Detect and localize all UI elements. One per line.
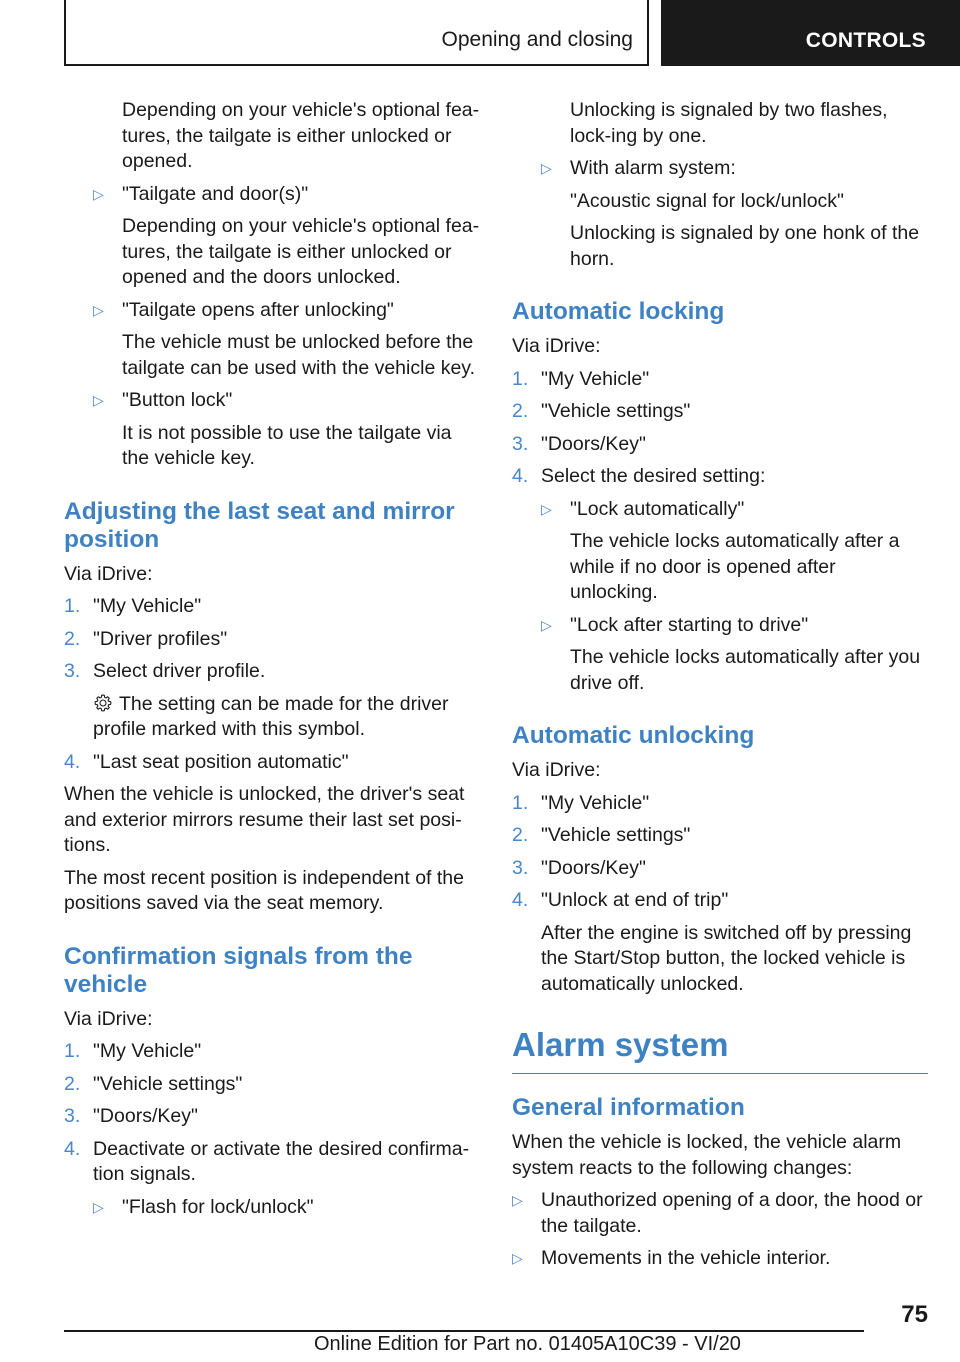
list-item: [64, 1195, 484, 1221]
paragraph: After the engine is switched off by pressing the Start/Stop button, the locked vehicle is automatically unlocked.: [541, 921, 912, 995]
step-text: "Doors/Key": [93, 1105, 198, 1127]
list-item: [64, 298, 484, 324]
list-item-label: "Lock automatically": [570, 497, 745, 520]
list-item: [512, 497, 928, 523]
paragraph: Depending on your vehicle's optional fea-tures, the tailgate is either unlocked or opened.: [122, 99, 480, 172]
paragraph: It is not possible to use the tailgate via the vehicle key.: [122, 421, 452, 469]
list-item-label: "Flash for lock/unlock": [122, 1195, 314, 1218]
section-heading: Adjusting the last seat and mirror position: [64, 497, 455, 553]
numbered-step: [512, 432, 928, 458]
numbered-step: [64, 627, 484, 653]
paragraph: Depending on your vehicle's optional fea-tures, the tailgate is either unlocked or opened and the doors unlocked.: [122, 215, 480, 288]
step-number: 1.: [512, 791, 529, 814]
step-number: 3.: [64, 660, 81, 682]
step-number: 4.: [64, 750, 81, 773]
numbered-step: [64, 1072, 484, 1098]
step-text: Select driver profile.: [93, 660, 266, 682]
list-item-label: Movements in the vehicle interior.: [541, 1247, 831, 1269]
list-item-label: Unauthorized opening of a door, the hood or the tailgate.: [541, 1189, 923, 1237]
numbered-step: [64, 594, 484, 620]
step-number: 2.: [512, 824, 529, 846]
step-number: 2.: [64, 627, 81, 650]
gear-icon: [93, 693, 113, 713]
step-number: 3.: [512, 432, 529, 455]
list-item: [512, 156, 928, 182]
paragraph: Unlocking is signaled by one honk of the horn.: [570, 222, 920, 270]
numbered-step: [64, 1104, 484, 1130]
step-text: Select the desired setting:: [541, 465, 766, 487]
list-item-label: "Tailgate and door(s)": [122, 182, 309, 205]
list-item-label: "Tailgate opens after unlocking": [122, 298, 394, 321]
paragraph: Via iDrive:: [64, 562, 153, 585]
step-text: "My Vehicle": [541, 791, 650, 814]
page-header: [0, 0, 960, 66]
triangle-right-icon: ▷: [541, 500, 552, 517]
step-text: "Vehicle settings": [93, 1072, 243, 1095]
numbered-step: [512, 367, 928, 393]
numbered-step: [512, 464, 928, 490]
page-number: 75: [901, 1301, 928, 1328]
step-number: 4.: [512, 889, 529, 911]
paragraph: The vehicle locks automatically after a while if no door is opened after unlocking.: [570, 530, 900, 603]
step-text: "Driver profiles": [93, 627, 228, 650]
list-item: [64, 182, 484, 208]
step-text: "My Vehicle": [93, 1040, 202, 1062]
left-column: [64, 98, 484, 1227]
section-title: Opening and closing: [441, 28, 633, 51]
paragraph: The most recent position is independent of the positions saved via the seat memory.: [64, 866, 464, 914]
list-item: [512, 1188, 928, 1239]
step-text: "Doors/Key": [541, 856, 646, 879]
section-heading: Confirmation signals from the vehicle: [64, 942, 413, 998]
paragraph: Via iDrive:: [512, 759, 601, 781]
chapter-title: CONTROLS: [805, 29, 926, 52]
list-item: [64, 388, 484, 414]
paragraph: When the vehicle is unlocked, the driver's seat and exterior mirrors resume their last set posi-tions.: [64, 783, 465, 856]
section-tab: [64, 0, 649, 66]
step-number: 1.: [64, 595, 81, 617]
section-heading: Automatic unlocking: [512, 722, 755, 749]
step-text: "Vehicle settings": [541, 824, 691, 846]
triangle-right-icon: ▷: [93, 392, 104, 408]
numbered-step: [512, 856, 928, 882]
step-text: Deactivate or activate the desired confirma-tion signals.: [93, 1137, 470, 1185]
step-number: 2.: [512, 400, 529, 422]
triangle-right-icon: ▷: [541, 616, 552, 633]
chapter-heading: Alarm system: [512, 1025, 928, 1074]
triangle-right-icon: ▷: [512, 1250, 523, 1266]
numbered-step: [64, 659, 484, 685]
section-heading: General information: [512, 1094, 745, 1121]
paragraph: Via iDrive:: [64, 1007, 153, 1030]
step-number: 3.: [512, 856, 529, 879]
list-item: [512, 1246, 928, 1272]
step-text: "My Vehicle": [541, 367, 650, 390]
step-text: "Unlock at end of trip": [541, 889, 729, 911]
chapter-tab: [661, 0, 960, 66]
list-item-label: With alarm system:: [570, 157, 736, 179]
profile-note: [64, 692, 484, 743]
triangle-right-icon: ▷: [512, 1192, 523, 1208]
right-column: [512, 98, 928, 1279]
triangle-right-icon: ▷: [541, 160, 552, 176]
step-text: "Vehicle settings": [541, 400, 691, 422]
step-number: 2.: [64, 1072, 81, 1095]
step-text: "My Vehicle": [93, 595, 202, 617]
list-item: [512, 613, 928, 639]
edition-text: Online Edition for Part no. 01405A10C39 - VI/20: [314, 1333, 741, 1355]
step-number: 3.: [64, 1105, 81, 1127]
numbered-step: [64, 1039, 484, 1065]
paragraph: "Acoustic signal for lock/unlock": [570, 189, 844, 212]
numbered-step: [512, 823, 928, 849]
step-text: "Doors/Key": [541, 432, 646, 455]
numbered-step: [512, 791, 928, 817]
step-number: 4.: [512, 465, 529, 487]
paragraph: Unlocking is signaled by two flashes, lock-ing by one.: [570, 99, 888, 147]
step-number: 1.: [512, 367, 529, 390]
triangle-right-icon: ▷: [93, 301, 104, 318]
section-heading: Automatic locking: [512, 298, 725, 325]
numbered-step: [512, 888, 928, 914]
paragraph: The vehicle must be unlocked before the tailgate can be used with the vehicle key.: [122, 331, 476, 379]
numbered-step: [64, 1137, 484, 1188]
step-text: "Last seat position automatic": [93, 750, 349, 773]
profile-note-text: The setting can be made for the driver profile marked with this symbol.: [93, 692, 449, 740]
triangle-right-icon: ▷: [93, 1198, 104, 1215]
list-item-label: "Lock after starting to drive": [570, 613, 809, 636]
triangle-right-icon: ▷: [93, 185, 104, 202]
numbered-step: [64, 750, 484, 776]
numbered-step: [512, 399, 928, 425]
paragraph: When the vehicle is locked, the vehicle alarm system reacts to the following changes:: [512, 1131, 902, 1179]
step-number: 1.: [64, 1040, 81, 1062]
step-number: 4.: [64, 1137, 81, 1160]
paragraph: The vehicle locks automatically after you drive off.: [570, 646, 921, 694]
footer-divider: [64, 1330, 864, 1332]
paragraph: Via iDrive:: [512, 335, 601, 357]
list-item-label: "Button lock": [122, 389, 233, 411]
